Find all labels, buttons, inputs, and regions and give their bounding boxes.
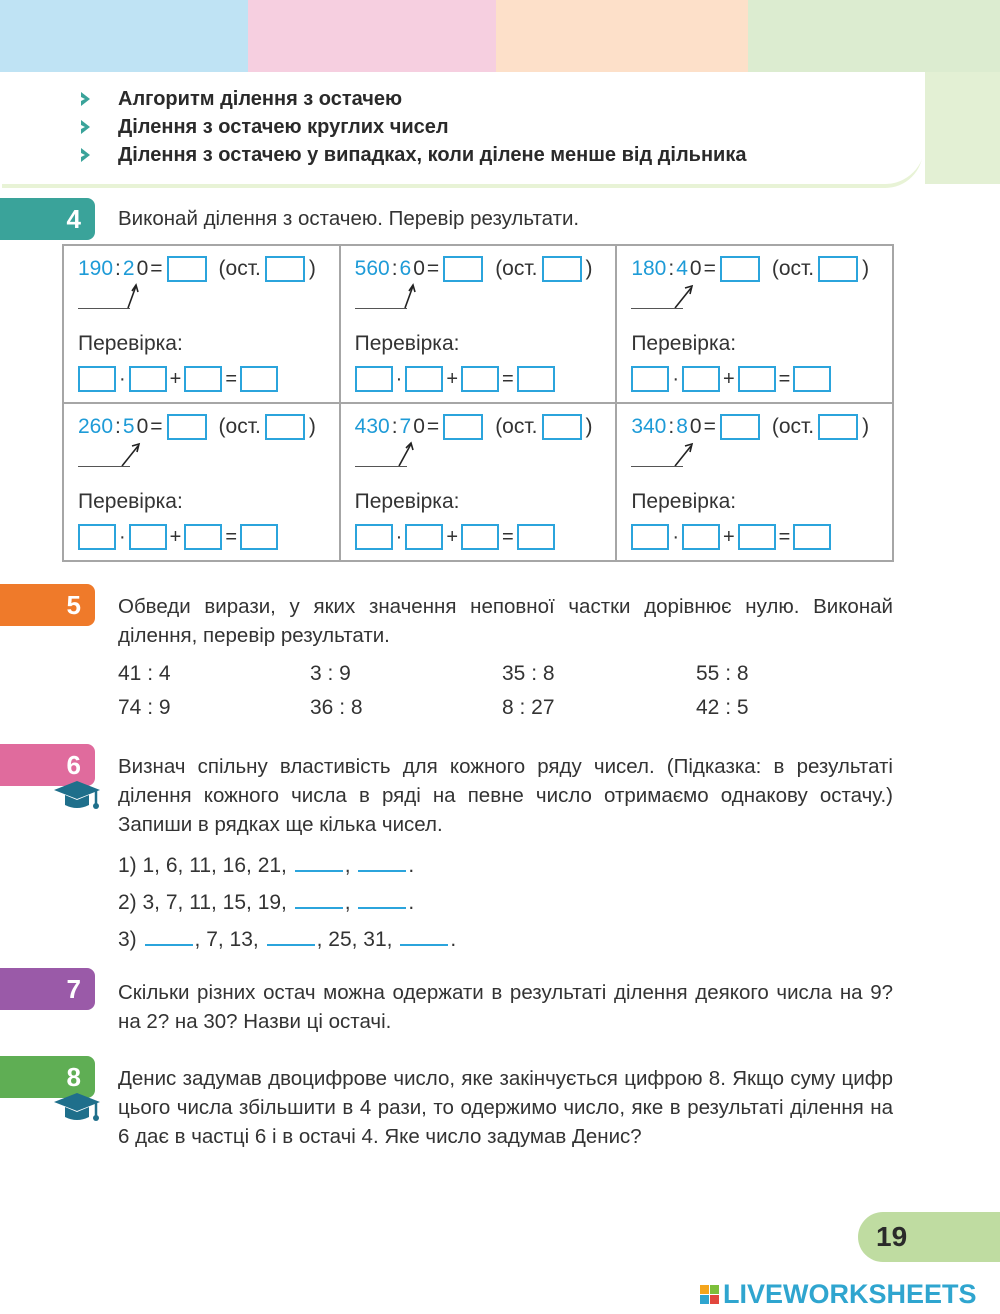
arrow-icon [673,440,697,468]
underline [78,308,130,309]
answer-box[interactable] [720,414,760,440]
header-right-strip [925,72,1000,184]
task-number-badge: 5 [0,584,95,626]
chevron-right-icon [78,118,94,136]
expression[interactable]: 8 : 27 [502,696,555,719]
underline [631,466,683,467]
logo-icon [700,1285,719,1304]
remainder-box[interactable] [542,414,582,440]
graduation-cap-icon [52,1090,102,1126]
task-instruction: Виконай ділення з остачею. Перевір результати. [118,207,580,230]
answer-box[interactable] [167,256,207,282]
topic-text: Ділення з остачею круглих чисел [118,116,449,138]
expression[interactable]: 3 : 9 [310,662,351,685]
arrow-icon [124,282,144,310]
check-box[interactable] [405,366,443,392]
task-number-badge: 8 [0,1056,95,1098]
division-cell: 180 : 4 0 = (ост. ) Перевірка: · + = [616,245,893,403]
expression[interactable]: 41 : 4 [118,662,171,685]
chevron-right-icon [78,90,94,108]
check-box[interactable] [793,366,831,392]
expression[interactable]: 42 : 5 [696,696,749,719]
check-label: Перевірка: [631,332,737,355]
task-instruction: Обведи вирази, у яких значення неповної частки дорівнює нулю. Виконай ділення, перевір результати. [118,595,893,647]
check-box[interactable] [738,524,776,550]
division-cell: 190 : 2 0 = (ост. ) Перевірка: · + = [63,245,340,403]
check-box[interactable] [517,366,555,392]
check-box[interactable] [129,366,167,392]
underline [355,466,407,467]
remainder-box[interactable] [265,256,305,282]
topic-item [118,142,746,168]
check-box[interactable] [78,524,116,550]
check-label: Перевірка: [354,332,460,355]
sequence-row: 2) 3, 7, 11, 15, 19, , . [118,891,415,914]
division-cell: 560 : 6 0 = (ост. ) Перевірка: · + = [340,245,617,403]
check-box[interactable] [240,366,278,392]
blank-field[interactable] [145,926,193,946]
expression[interactable]: 35 : 8 [502,662,555,685]
check-box[interactable] [184,366,222,392]
graduation-cap-icon [52,778,102,814]
header-band-orange [496,0,748,72]
task-number-badge: 6 [0,744,95,786]
topic-text: Ділення з остачею у випадках, коли ділене менше від дільника [118,144,747,166]
division-cell: 340 : 8 0 = (ост. ) Перевірка: · + = [616,403,893,561]
answer-box[interactable] [167,414,207,440]
topic-item [118,114,449,140]
blank-field[interactable] [267,926,315,946]
remainder-box[interactable] [542,256,582,282]
sequence-row: 1) 1, 6, 11, 16, 21, , . [118,854,415,877]
header-band-green [748,0,1000,72]
blank-field[interactable] [295,852,343,872]
underline [631,308,683,309]
division-grid [62,244,894,562]
check-box[interactable] [793,524,831,550]
expression[interactable]: 74 : 9 [118,696,171,719]
task-number-badge: 7 [0,968,95,1010]
check-box[interactable] [240,524,278,550]
check-box[interactable] [682,366,720,392]
blank-field[interactable] [400,926,448,946]
answer-box[interactable] [443,414,483,440]
page-number: 19 [858,1212,1000,1262]
division-cell: 430 : 7 0 = (ост. ) Перевірка: · + = [340,403,617,561]
check-box[interactable] [738,366,776,392]
expression-list [118,662,798,720]
check-label: Перевірка: [78,490,183,513]
check-box[interactable] [355,524,393,550]
task-instruction: Визнач спільну властивість для кожного ряду чисел. (Підказка: в результаті ділення кожного числа в ряді на певне число отримаємо однакову остачу.) Запиши в рядках ще кілька чисел. [118,755,893,836]
check-box[interactable] [355,366,393,392]
remainder-box[interactable] [265,414,305,440]
check-box[interactable] [184,524,222,550]
sequence-row: 3) , 7, 13, , 25, 31, . [118,928,457,951]
check-box[interactable] [405,524,443,550]
chevron-right-icon [78,146,94,164]
header-band-blue [0,0,248,72]
arrow-icon [401,282,421,310]
underline [355,308,407,309]
underline [78,466,130,467]
check-box[interactable] [631,524,669,550]
check-label: Перевірка: [631,490,737,513]
expression[interactable]: 36 : 8 [310,696,363,719]
arrow-icon [673,282,697,310]
answer-box[interactable] [443,256,483,282]
check-box[interactable] [461,366,499,392]
arrow-icon [397,440,421,468]
check-box[interactable] [129,524,167,550]
blank-field[interactable] [358,889,406,909]
task-number-badge: 4 [0,198,95,240]
check-box[interactable] [631,366,669,392]
expression[interactable]: 55 : 8 [696,662,749,685]
blank-field[interactable] [295,889,343,909]
check-label: Перевірка: [354,490,460,513]
remainder-box[interactable] [818,414,858,440]
check-box[interactable] [78,366,116,392]
topic-text: Алгоритм ділення з остачею [118,88,403,110]
liveworksheets-logo: LIVEWORKSHEETS [700,1278,1000,1310]
blank-field[interactable] [358,852,406,872]
arrow-icon [120,440,144,468]
header-band-pink [248,0,496,72]
check-box[interactable] [461,524,499,550]
division-cell: 260 : 5 0 = (ост. ) Перевірка: · + = [63,403,340,561]
topic-item [118,86,402,112]
check-label: Перевірка: [78,332,183,355]
answer-box[interactable] [720,256,760,282]
task-instruction: Денис задумав двоцифрове число, яке закінчується цифрою 8. Якщо суму цифр цього числа збільшити в 4 рази, то одержимо число, яке в результаті ділення на 6 дає в частці 6 і в остачі 4. Яке число задумав Денис? [118,1067,893,1148]
task-instruction: Скільки різних остач можна одержати в результаті ділення деякого числа на 9? на 2? на 30? Назви ці остачі. [118,981,893,1033]
remainder-box[interactable] [818,256,858,282]
check-box[interactable] [517,524,555,550]
check-box[interactable] [682,524,720,550]
